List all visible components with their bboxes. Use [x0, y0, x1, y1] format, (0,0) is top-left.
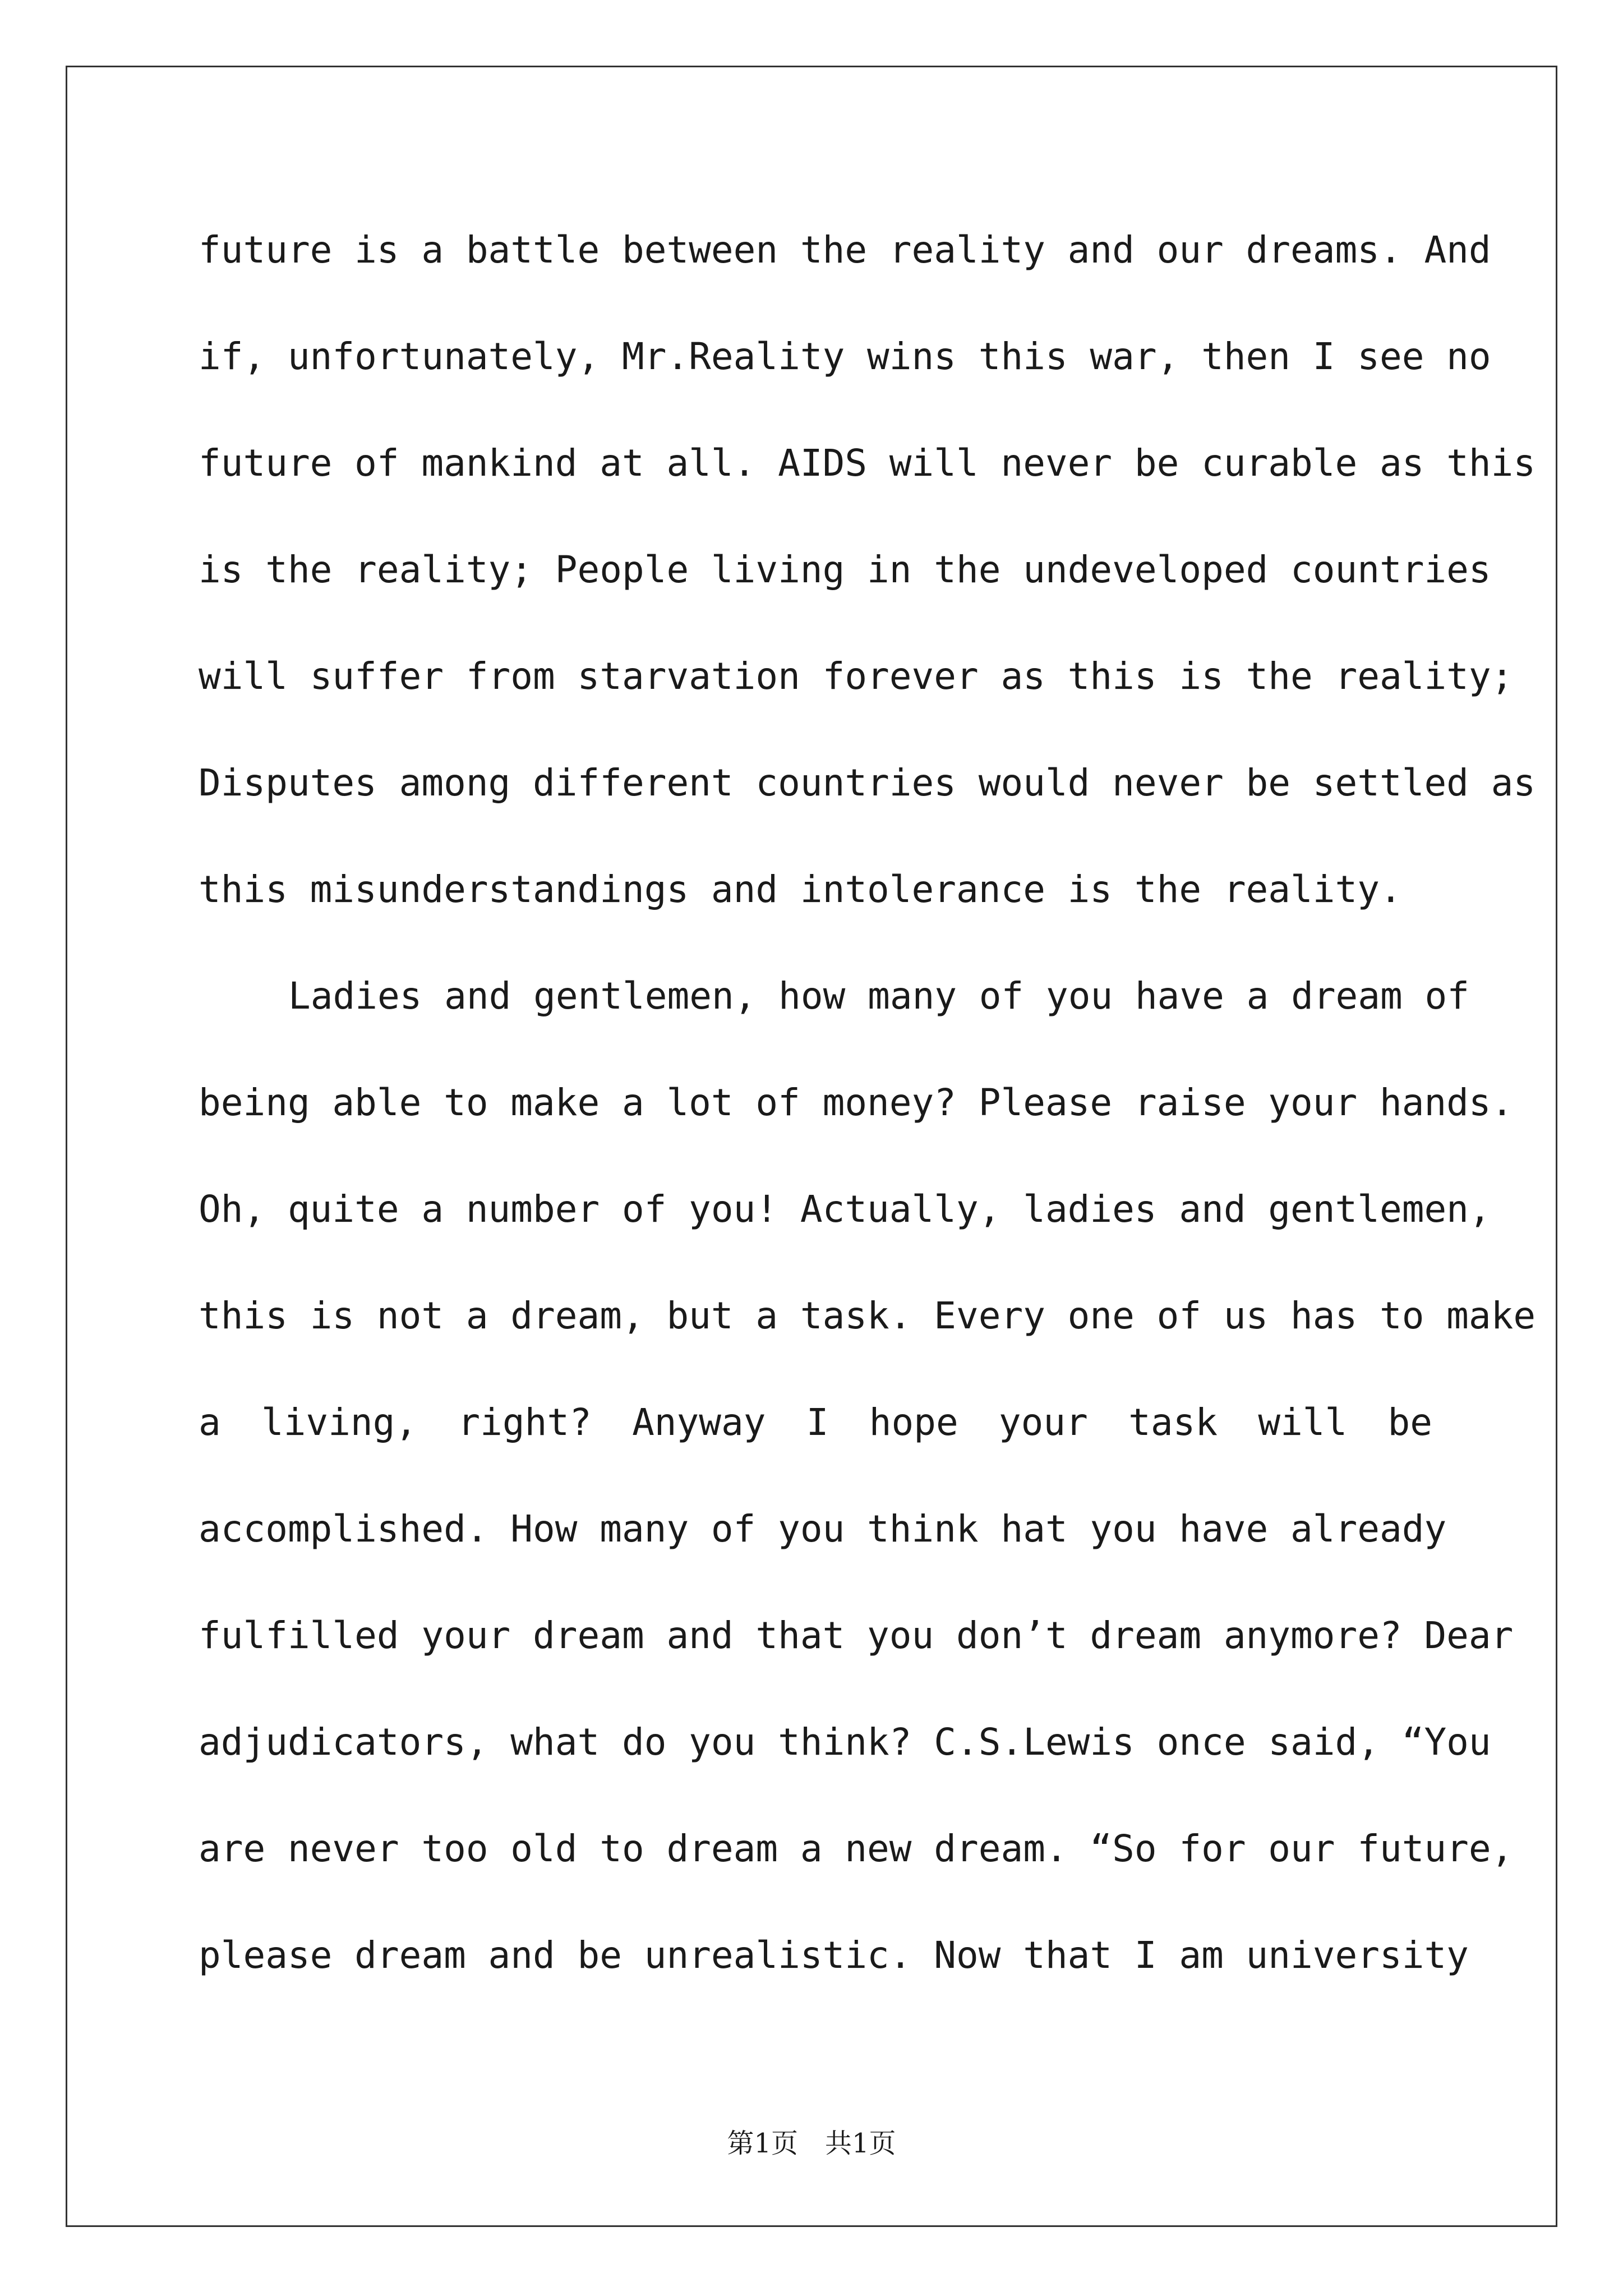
text-line-6: Disputes among different countries would never be settled as — [199, 761, 1536, 804]
text-line-2: if, unfortunately, Mr.Reality wins this war, then I see no — [199, 335, 1491, 378]
text-line-14: fulfilled your dream and that you don’t dream anymore? Dear — [199, 1614, 1514, 1657]
text-line-4: is the reality; People living in the undeveloped countries — [199, 548, 1491, 591]
text-line-13: accomplished. How many of you think hat you have already — [199, 1507, 1447, 1550]
text-line-8: Ladies and gentlemen, how many of you have a dream of — [288, 974, 1469, 1018]
text-line-3: future of mankind at all. AIDS will never be curable as this — [199, 441, 1536, 485]
text-line-5: will suffer from starvation forever as this is the reality; — [199, 655, 1514, 698]
text-line-12: a living, right? Anyway I hope your task will be — [199, 1401, 1432, 1444]
document-body — [199, 226, 1536, 2037]
text-line-1: future is a battle between the reality and our dreams. And — [199, 228, 1491, 272]
page-number-footer: 第1页 共1页 — [727, 2128, 896, 2159]
text-line-9: being able to make a lot of money? Please raise your hands. — [199, 1081, 1514, 1124]
text-line-16: are never too old to dream a new dream. “So for our future, — [199, 1827, 1514, 1870]
text-line-10: Oh, quite a number of you! Actually, ladies and gentlemen, — [199, 1188, 1491, 1231]
text-line-17: please dream and be unrealistic. Now that I am university — [199, 1934, 1469, 1977]
text-line-11: this is not a dream, but a task. Every one of us has to make — [199, 1294, 1536, 1337]
text-line-15: adjudicators, what do you think? C.S.Lewis once said, “You — [199, 1720, 1491, 1764]
text-line-7: this misunderstandings and intolerance is the reality. — [199, 868, 1402, 911]
